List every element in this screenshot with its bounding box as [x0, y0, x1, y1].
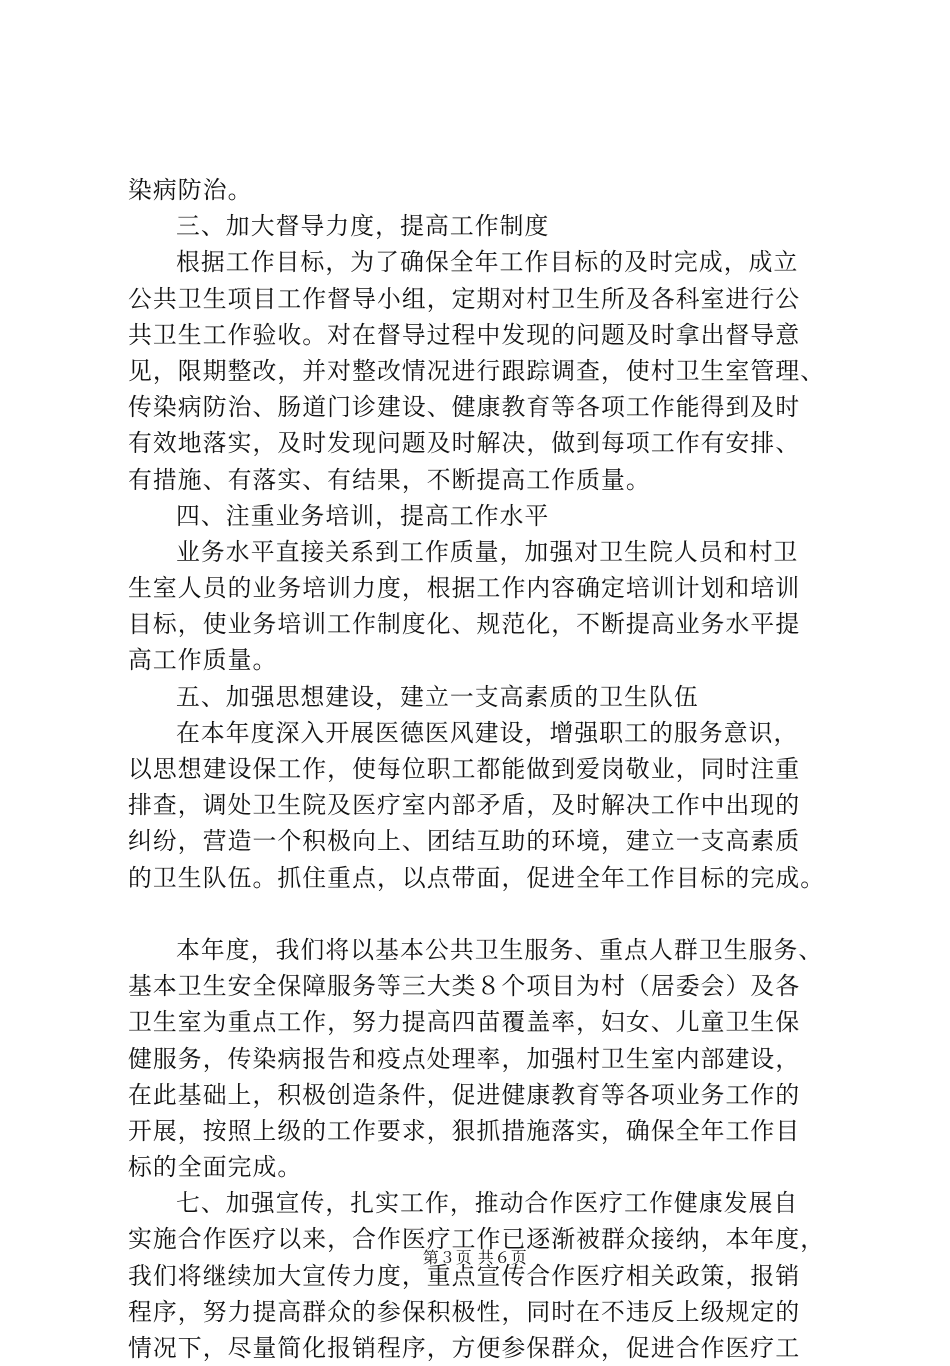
- text-line: 业务水平直接关系到工作质量，加强对卫生院人员和村卫: [176, 537, 799, 566]
- text-line: 基本卫生安全保障服务等三大类８个项目为村（居委会）及各: [128, 972, 801, 1001]
- blank-line: [128, 896, 828, 932]
- text-line: 五、加强思想建设，建立一支高素质的卫生队伍: [176, 682, 699, 711]
- text-line: 三、加大督导力度，提高工作制度: [176, 212, 550, 241]
- text-line: 根据工作目标，为了确保全年工作目标的及时完成，成立: [176, 248, 799, 277]
- text-line: 染病防治。: [128, 176, 253, 204]
- text-line: 程序，努力提高群众的参保积极性，同时在不违反上级规定的: [128, 1297, 801, 1326]
- text-line: 排查，调处卫生院及医疗室内部矛盾，及时解决工作中出现的: [128, 791, 801, 820]
- text-line: 有措施、有落实、有结果，不断提高工作质量。: [128, 465, 651, 494]
- text-line: 的卫生队伍。抓住重点，以点带面，促进全年工作目标的完成。: [128, 863, 826, 892]
- text-line: 我们将继续加大宣传力度，重点宣传合作医疗相关政策，报销: [128, 1261, 801, 1290]
- text-line: 健服务，传染病报告和疫点处理率，加强村卫生室内部建设，: [128, 1044, 801, 1073]
- text-line: 七、加强宣传，扎实工作，推动合作医疗工作健康发展自: [176, 1189, 799, 1218]
- text-line: 纠纷，营造一个积极向上、团结互助的环境，建立一支高素质: [128, 827, 801, 856]
- text-line: 传染病防治、肠道门诊建设、健康教育等各项工作能得到及时: [128, 393, 801, 422]
- text-line: 公共卫生项目工作督导小组，定期对村卫生所及各科室进行公: [128, 284, 801, 313]
- text-line: 本年度，我们将以基本公共卫生服务、重点人群卫生服务、: [176, 935, 824, 964]
- text-line: 在此基础上，积极创造条件，促进健康教育等各项业务工作的: [128, 1080, 801, 1109]
- text-line: 卫生室为重点工作，努力提高四苗覆盖率，妇女、儿童卫生保: [128, 1008, 801, 1037]
- text-line: 情况下，尽量简化报销程序，方便参保群众，促进合作医疗工: [128, 1334, 801, 1362]
- text-line: 以思想建设保工作，使每位职工都能做到爱岗敬业，同时注重: [128, 755, 801, 783]
- text-line: 实施合作医疗以来，合作医疗工作已逐渐被群众接纳，本年度，: [128, 1225, 826, 1254]
- text-line: 生室人员的业务培训力度，根据工作内容确定培训计划和培训: [128, 574, 801, 603]
- document-body: [128, 172, 828, 1366]
- text-line: 在本年度深入开展医德医风建设，增强职工的服务意识，: [176, 718, 799, 747]
- text-line: 共卫生工作验收。对在督导过程中发现的问题及时拿出督导意: [128, 320, 801, 349]
- text-line: 有效地落实，及时发现问题及时解决，做到每项工作有安排、: [128, 429, 801, 458]
- text-line: 高工作质量。: [128, 646, 278, 675]
- page-number-footer: 第３页 共６页: [422, 1248, 528, 1267]
- text-line: 见，限期整改，并对整改情况进行跟踪调查，使村卫生室管理、: [128, 356, 826, 385]
- text-line: 四、注重业务培训，提高工作水平: [176, 501, 550, 530]
- text-line: 开展，按照上级的工作要求，狠抓措施落实，确保全年工作目: [128, 1116, 801, 1145]
- text-line: 目标，使业务培训工作制度化、规范化，不断提高业务水平提: [128, 610, 801, 639]
- text-line: 标的全面完成。: [128, 1153, 303, 1182]
